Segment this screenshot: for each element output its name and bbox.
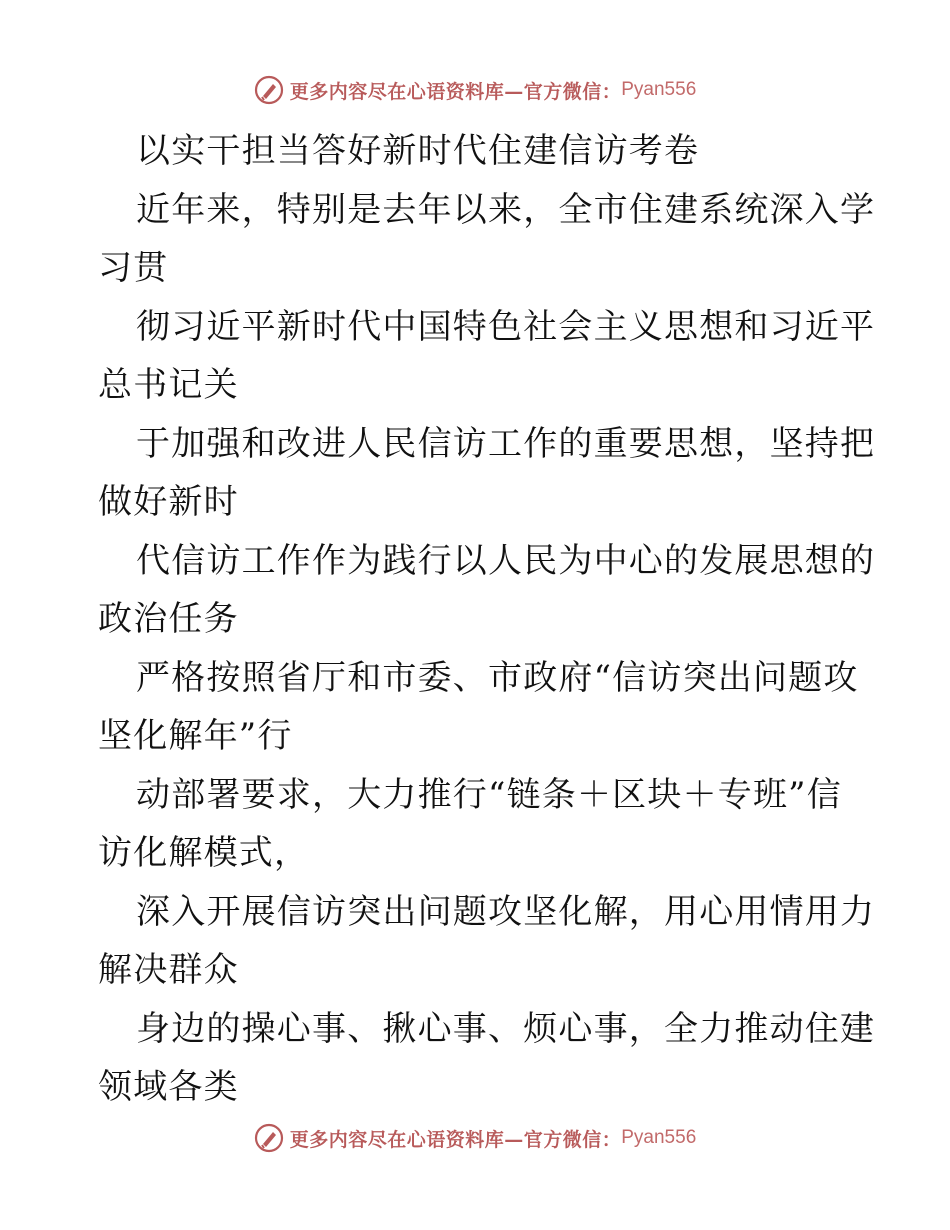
- paragraph-line: 代信访工作作为践行以人民为中心的发展思想的: [136, 540, 876, 581]
- paragraph-line: 政治任务: [98, 599, 239, 639]
- paragraph-line: 访化解模式，: [98, 833, 310, 873]
- pen-logo-icon: [254, 1123, 284, 1153]
- paragraph-line: 于加强和改进人民信访工作的重要思想，坚持把: [136, 423, 876, 464]
- paragraph-line: 解决群众: [98, 950, 239, 990]
- paragraph-line: 彻习近平新时代中国特色社会主义思想和习近平: [136, 306, 876, 347]
- header-watermark: [0, 70, 950, 110]
- watermark-text: 更多内容尽在心语资料库—官方微信：: [289, 80, 622, 103]
- paragraph-line: 领域各类: [98, 1067, 239, 1107]
- paragraph-line: 习贯: [98, 248, 169, 288]
- paragraph-line: 近年来，特别是去年以来，全市住建系统深入学: [136, 189, 876, 230]
- watermark-text: 更多内容尽在心语资料库—官方微信：: [289, 1128, 622, 1151]
- paragraph-line: 身边的操心事、揪心事、烦心事，全力推动住建: [136, 1008, 876, 1049]
- paragraph-line: 做好新时: [98, 482, 239, 522]
- watermark-contact: Pyan556: [621, 79, 697, 100]
- paragraph-line: 坚化解年”行: [98, 716, 293, 756]
- paragraph-line: 深入开展信访突出问题攻坚化解，用心用情用力: [136, 891, 876, 932]
- paragraph-line: 动部署要求，大力推行“链条＋区块＋专班”信: [136, 774, 842, 815]
- watermark-contact: Pyan556: [621, 1127, 697, 1148]
- document-title: 以实干担当答好新时代住建信访考卷: [136, 131, 700, 171]
- document-body: [98, 122, 876, 1117]
- footer-watermark: [0, 1118, 950, 1158]
- paragraph-line: 总书记关: [98, 365, 239, 405]
- paragraph-line: 严格按照省厅和市委、市政府“信访突出问题攻: [136, 657, 859, 698]
- pen-logo-icon: [254, 75, 284, 105]
